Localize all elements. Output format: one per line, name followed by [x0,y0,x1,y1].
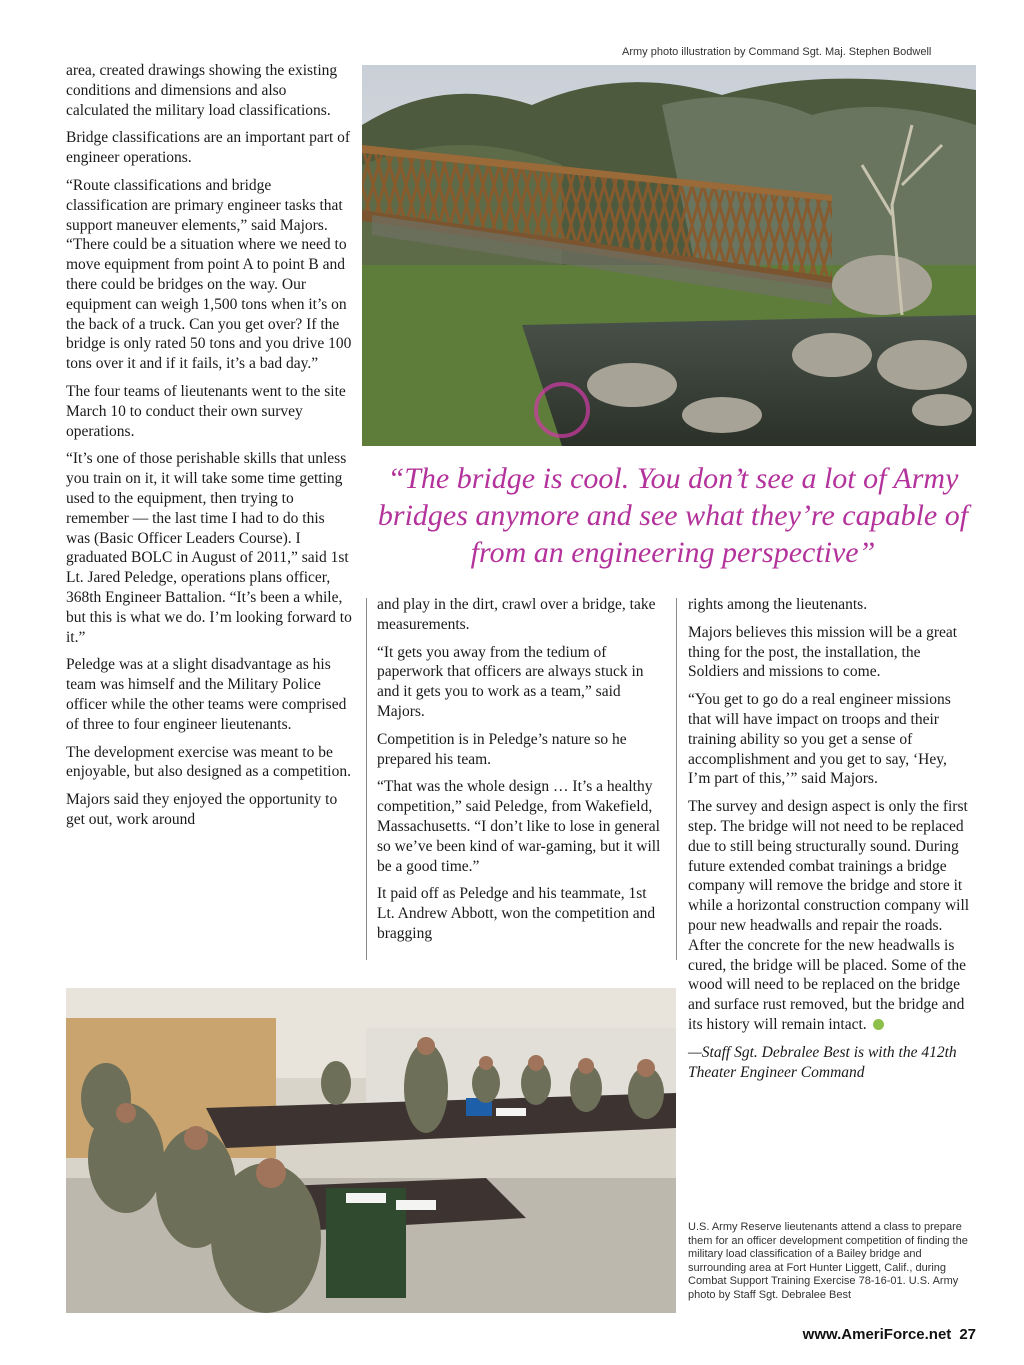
page-number: 27 [959,1326,976,1343]
paragraph: rights among the lieutenants. [688,596,868,613]
paragraph: Bridge classifications are an important part of engineer operations. [66,129,351,167]
paragraph: Competition is in Peledge’s nature so he prepared his team. [377,730,627,768]
paragraph: and play in the dirt, crawl over a bridge, take measurements. [377,596,656,633]
column-divider [676,598,677,960]
paragraph: It paid off as Peledge and his teammate, 1st Lt. Andrew Abbott, won the competition and bragging [377,885,656,942]
paragraph: “It gets you away from the tedium of paperwork that officers are always stuck in and it gets you to work as a team,” said Majors. [377,643,644,720]
page-footer [803,1326,976,1343]
article-column-2 [377,595,661,944]
pull-quote: “The bridge is cool. You don’t see a lot of Army bridges anymore and see what they’re capable of from an engineering perspective” [377,462,969,569]
photo-credit: Army photo illustration by Command Sgt. Maj. Stephen Bodwell [622,46,932,58]
paragraph: Majors said they enjoyed the opportunity to get out, work around [66,791,338,828]
paragraph: Peledge was at a slight disadvantage as his team was himself and the Military Police officer while the other teams were comprised of three to four engineer lieutenants. [66,656,347,733]
end-of-story-bullet-icon [873,1019,884,1030]
paragraph: “Route classifications and bridge classification are primary engineer tasks that support maneuver elements,” said Majors. “There could be a situation where we need to move equipment from point A to point B and there could be bridges on the way. Our equipment can weigh 1,500 tons when it’s on the back of a truck. Can you get over? If the bridge is only rated 50 tons and you drive 100 tons over it and if it fails, it’s a bad day.” [66,176,352,373]
paragraph: “It’s one of those perishable skills that unless you train on it, it will take some time getting used to the equipment, then trying to remember — the last time I had to do this was (Basic Officer Leaders Course). I graduated BOLC in August of 2011,” said 1st Lt. Jared Peledge, operations plans officer, 368th Engineer Battalion. “It’s been a while, but this is what we do. I’m looking forward to it.” [66,450,352,646]
paragraph-text: The survey and design aspect is only the first step. The bridge will not need to be replaced due to still being structurally sound. During future extended combat trainings a bridge company will remove the bridge and store it while a horizontal construction company will pour new headwalls and repair the roads. After the concrete for the new headwalls is cured, the bridge will be placed. Some of the wood will need to be replaced on the bridge and surface rust removed, but the bridge and its history will remain intact. [688,798,970,1033]
article-column-3 [688,595,972,1082]
article-column-1 [66,61,352,830]
paragraph: The development exercise was meant to be enjoyable, but also designed as a competition. [66,743,351,781]
author-byline: —Staff Sgt. Debralee Best is with the 412th Theater Engineer Command [688,1043,957,1081]
photo-caption: U.S. Army Reserve lieutenants attend a class to prepare them for an officer development competition of finding the military load classification of a Bailey bridge and surrounding area at Fort Hunter Liggett, Calif., during Combat Support Training Exercise 78-16-01. U.S. Army photo by Staff Sgt. Debralee Best [688,1221,968,1301]
column-divider [366,598,367,960]
paragraph: “That was the whole design … It’s a healthy competition,” said Peledge, from Wakefield, Massachusetts. “I don’t like to lose in general so we’ve been kind of war-gaming, but it will be a good time.” [377,778,661,875]
paragraph: area, created drawings showing the existing conditions and dimensions and also calculated the military load classifications. [66,62,338,119]
classroom-photo [66,988,676,1313]
paragraph: Majors believes this mission will be a great thing for the post, the installation, the Soldiers and missions to come. [688,623,958,681]
paragraph: The four teams of lieutenants went to the site March 10 to conduct their own survey operations. [66,382,346,440]
paragraph: “You get to go do a real engineer missions that will have impact on troops and their training ability so you get a sense of accomplishment and you get to say, ‘Hey, I’m part of this,’” said Majors. [688,691,951,788]
website-url: www.AmeriForce.net [802,1326,952,1343]
bailey-bridge-photo [362,65,976,446]
paragraph [688,797,972,1035]
